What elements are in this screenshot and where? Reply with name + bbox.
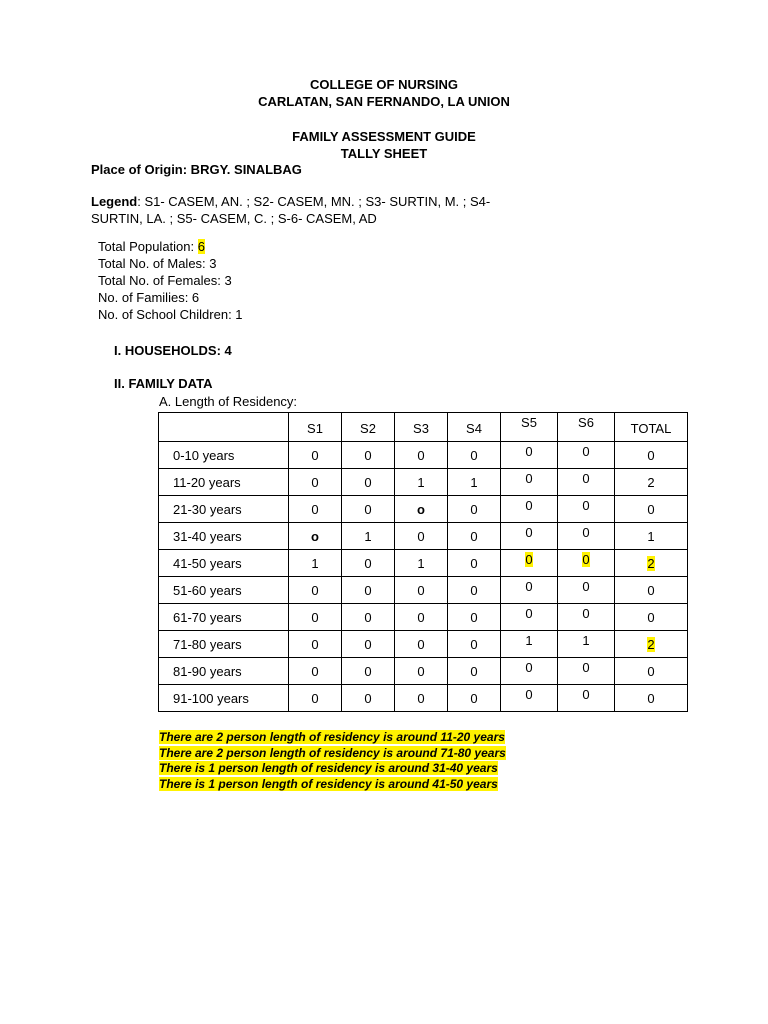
table-cell [342, 442, 395, 469]
table-cell [448, 631, 501, 658]
table-cell [395, 685, 448, 712]
table-cell [395, 496, 448, 523]
header-cell-s4: S4 [448, 413, 501, 442]
table-cell [289, 550, 342, 577]
header-cell-s6: S6 [558, 413, 615, 442]
cell-value: 0 [417, 609, 425, 625]
table-cell [501, 496, 558, 523]
row-label: 41-50 years [159, 550, 289, 577]
table-cell [558, 658, 615, 685]
cell-value: 0 [417, 582, 425, 598]
table-cell [342, 577, 395, 604]
table-row [159, 604, 688, 631]
table-cell [342, 685, 395, 712]
table-cell [615, 631, 688, 658]
legend-text: : S1- CASEM, AN. ; S2- CASEM, MN. ; S3- SURTIN, M. ; S4- SURTIN, LA. ; S5- CASEM, C. ; S-6- CASEM, AD [91, 194, 491, 226]
table-cell [501, 631, 558, 658]
table-cell [615, 685, 688, 712]
family-data-heading: II. FAMILY DATA [114, 376, 213, 391]
cell-value: o [417, 501, 425, 517]
table-cell [448, 658, 501, 685]
table-cell [395, 523, 448, 550]
header-cell-s5: S5 [501, 413, 558, 442]
table-cell [615, 577, 688, 604]
table-cell [342, 523, 395, 550]
table-cell [395, 442, 448, 469]
total-females: Total No. of Females: 3 [98, 273, 232, 288]
table-row [159, 442, 688, 469]
no-of-school-children: No. of School Children: 1 [98, 307, 243, 322]
cell-value: 0 [311, 447, 319, 463]
table-cell [395, 658, 448, 685]
table-cell [615, 658, 688, 685]
table-cell [342, 658, 395, 685]
legend-label: Legend [91, 194, 138, 209]
college-title: COLLEGE OF NURSING [309, 77, 459, 92]
table-cell [448, 523, 501, 550]
header-blank-cell [159, 413, 289, 442]
cell-value: 0 [525, 552, 533, 567]
table-cell [558, 442, 615, 469]
residency-notes [159, 730, 559, 792]
cell-value: 0 [364, 663, 372, 679]
table-cell [615, 550, 688, 577]
row-label: 51-60 years [159, 577, 289, 604]
cell-value: 0 [525, 498, 533, 513]
cell-value: 0 [470, 582, 478, 598]
table-cell [289, 523, 342, 550]
table-cell [342, 604, 395, 631]
cell-value: 0 [582, 552, 590, 567]
cell-value: 1 [364, 528, 372, 544]
cell-value: 0 [647, 690, 655, 706]
table-cell [289, 631, 342, 658]
legend [91, 193, 531, 227]
cell-value: 1 [582, 633, 590, 648]
cell-value: 0 [364, 690, 372, 706]
cell-value: 1 [311, 555, 319, 571]
table-cell [615, 469, 688, 496]
cell-value: 0 [311, 501, 319, 517]
table-row [159, 496, 688, 523]
total-population [98, 238, 243, 255]
cell-value: 0 [364, 636, 372, 652]
table-cell [289, 604, 342, 631]
cell-value: 0 [525, 525, 533, 540]
table-cell [342, 496, 395, 523]
table-cell [395, 631, 448, 658]
row-label: 61-70 years [159, 604, 289, 631]
cell-value: 0 [525, 579, 533, 594]
cell-value: 0 [470, 609, 478, 625]
table-row [159, 685, 688, 712]
table-row [159, 577, 688, 604]
cell-value: 0 [647, 501, 655, 517]
cell-value: 0 [470, 528, 478, 544]
table-cell [501, 658, 558, 685]
cell-value: 0 [470, 555, 478, 571]
cell-value: 0 [311, 609, 319, 625]
note-3: There is 1 person length of residency is around 31-40 years [159, 761, 498, 775]
table-row [159, 658, 688, 685]
residency-table [158, 412, 688, 712]
table-cell [448, 550, 501, 577]
cell-value: 0 [364, 555, 372, 571]
no-of-families: No. of Families: 6 [98, 290, 200, 305]
table-cell [395, 577, 448, 604]
cell-value: 0 [470, 690, 478, 706]
row-label: 11-20 years [159, 469, 289, 496]
cell-value: 0 [470, 501, 478, 517]
table-cell [558, 496, 615, 523]
table-cell [289, 658, 342, 685]
table-cell [558, 604, 615, 631]
table-cell [448, 496, 501, 523]
table-cell [395, 469, 448, 496]
table-row [159, 469, 688, 496]
table-cell [615, 496, 688, 523]
cell-value: 0 [417, 447, 425, 463]
table-cell [289, 577, 342, 604]
table-header-row [159, 413, 688, 442]
table-cell [448, 577, 501, 604]
table-cell [558, 550, 615, 577]
cell-value: 0 [647, 663, 655, 679]
row-label: 71-80 years [159, 631, 289, 658]
cell-value: 1 [525, 633, 533, 648]
cell-value: 2 [647, 636, 655, 652]
cell-value: o [311, 528, 319, 544]
table-cell [501, 550, 558, 577]
header-cell-s2: S2 [342, 413, 395, 442]
cell-value: 0 [582, 606, 590, 621]
table-cell [501, 685, 558, 712]
cell-value: 0 [582, 660, 590, 675]
header-cell-total: TOTAL [615, 413, 688, 442]
cell-value: 0 [525, 471, 533, 486]
cell-value: 0 [582, 471, 590, 486]
cell-value: 0 [525, 606, 533, 621]
header-cell-s1: S1 [289, 413, 342, 442]
table-cell [448, 469, 501, 496]
table-cell [558, 631, 615, 658]
row-label: 21-30 years [159, 496, 289, 523]
cell-value: 0 [582, 444, 590, 459]
cell-value: 0 [582, 687, 590, 702]
households-heading: I. HOUSEHOLDS: 4 [114, 343, 232, 358]
table-cell [289, 685, 342, 712]
cell-value: 0 [417, 528, 425, 544]
note-4: There is 1 person length of residency is around 41-50 years [159, 776, 498, 791]
cell-value: 0 [470, 636, 478, 652]
cell-value: 0 [417, 663, 425, 679]
cell-value: 1 [647, 528, 655, 544]
total-males: Total No. of Males: 3 [98, 256, 217, 271]
cell-value: 0 [311, 582, 319, 598]
table-cell [558, 577, 615, 604]
table-cell [448, 685, 501, 712]
cell-value: 0 [647, 582, 655, 598]
table-cell [501, 442, 558, 469]
row-label: 91-100 years [159, 685, 289, 712]
cell-value: 0 [364, 501, 372, 517]
table-row [159, 523, 688, 550]
cell-value: 0 [364, 474, 372, 490]
row-label: 31-40 years [159, 523, 289, 550]
table-cell [448, 604, 501, 631]
sheet-title: TALLY SHEET [340, 146, 428, 161]
cell-value: 1 [417, 474, 425, 490]
table-cell [289, 442, 342, 469]
cell-value: 0 [470, 447, 478, 463]
table-cell [342, 550, 395, 577]
cell-value: 0 [311, 663, 319, 679]
table-cell [342, 469, 395, 496]
cell-value: 0 [647, 609, 655, 625]
cell-value: 0 [582, 579, 590, 594]
table-cell [501, 523, 558, 550]
place-of-origin: Place of Origin: BRGY. SINALBAG [91, 162, 302, 177]
guide-title: FAMILY ASSESSMENT GUIDE [292, 129, 476, 144]
table-cell [615, 523, 688, 550]
cell-value: 0 [311, 690, 319, 706]
table-row [159, 631, 688, 658]
cell-value: 0 [417, 690, 425, 706]
length-of-residency-label: A. Length of Residency: [159, 394, 298, 409]
table-cell [615, 604, 688, 631]
table-cell [558, 469, 615, 496]
cell-value: 0 [525, 660, 533, 675]
cell-value: 0 [647, 447, 655, 463]
college-address: CARLATAN, SAN FERNANDO, LA UNION [258, 94, 510, 109]
cell-value: 0 [364, 609, 372, 625]
row-label: 0-10 years [159, 442, 289, 469]
cell-value: 2 [647, 555, 655, 571]
population-stats [98, 238, 243, 323]
table-cell [501, 577, 558, 604]
row-label: 81-90 years [159, 658, 289, 685]
cell-value: 0 [582, 525, 590, 540]
table-cell [558, 523, 615, 550]
total-population-label: Total Population: [98, 239, 198, 254]
note-1: There are 2 person length of residency is around 11-20 years [159, 730, 505, 744]
cell-value: 0 [311, 636, 319, 652]
table-cell [501, 469, 558, 496]
cell-value: 0 [582, 498, 590, 513]
total-population-value: 6 [197, 239, 205, 254]
table-cell [289, 496, 342, 523]
cell-value: 0 [525, 687, 533, 702]
cell-value: 0 [525, 444, 533, 459]
cell-value: 0 [364, 582, 372, 598]
table-cell [395, 604, 448, 631]
table-cell [558, 685, 615, 712]
cell-value: 0 [417, 636, 425, 652]
cell-value: 0 [364, 447, 372, 463]
cell-value: 2 [647, 474, 655, 490]
cell-value: 0 [311, 474, 319, 490]
table-row [159, 550, 688, 577]
table-cell [615, 442, 688, 469]
table-cell [395, 550, 448, 577]
table-cell [448, 442, 501, 469]
cell-value: 1 [417, 555, 425, 571]
cell-value: 1 [470, 474, 478, 490]
cell-value: 0 [470, 663, 478, 679]
header-cell-s3: S3 [395, 413, 448, 442]
table-cell [501, 604, 558, 631]
note-2: There are 2 person length of residency is around 71-80 years [159, 745, 506, 760]
table-cell [342, 631, 395, 658]
table-cell [289, 469, 342, 496]
